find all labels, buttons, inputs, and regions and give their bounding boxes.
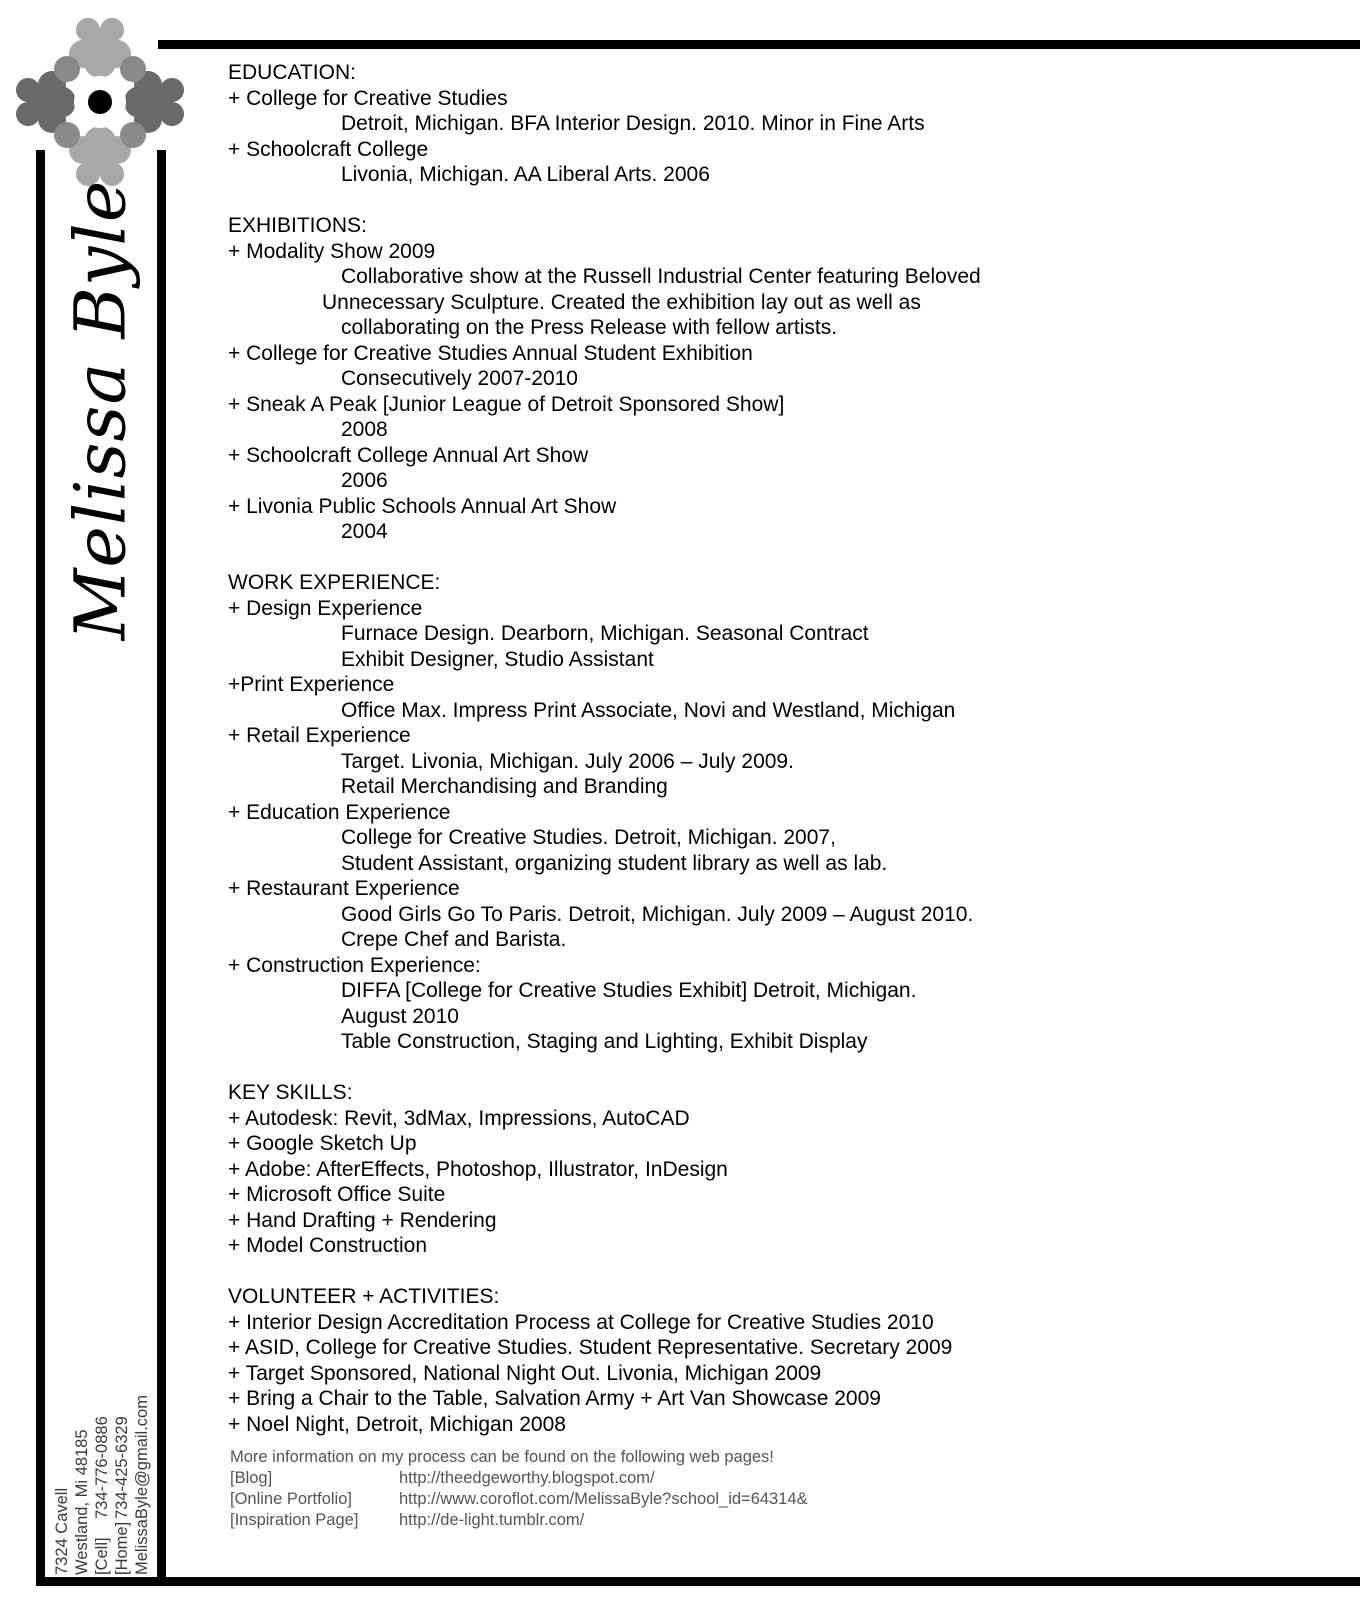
address-line-2: Westland, Mi 48185 (73, 1429, 91, 1575)
footer-link-label: [Inspiration Page] (230, 1511, 359, 1529)
work-item-detail: Good Girls Go To Paris. Detroit, Michigan. July 2009 – August 2010. (341, 902, 974, 926)
work-item-detail: Target. Livonia, Michigan. July 2006 – July 2009. (341, 749, 794, 773)
section-spacer (228, 545, 1338, 571)
home-label: [Home] (113, 1521, 131, 1575)
cell-phone-row (92, 1395, 112, 1575)
frame-bottom-border (36, 1577, 1360, 1586)
work-item-title: + Construction Experience: (228, 953, 481, 977)
flower-ornament-icon (14, 18, 190, 194)
person-name: Melissa Byle (59, 179, 142, 641)
work-item-detail: Furnace Design. Dearborn, Michigan. Seasonal Contract (341, 622, 869, 645)
skill-item: + Google Sketch Up (228, 1132, 417, 1155)
home-phone-row (112, 1395, 132, 1575)
education-heading: EDUCATION: (228, 61, 356, 84)
work-item-title: +Print Experience (228, 673, 395, 696)
exhibition-item-title: + Schoolcraft College Annual Art Show (228, 443, 589, 467)
exhibition-item-detail: Collaborative show at the Russell Industrial Center featuring Beloved (341, 265, 981, 288)
education-item-detail: Livonia, Michigan. AA Liberal Arts. 2006 (341, 163, 710, 186)
work-item-title: + Education Experience (228, 800, 451, 824)
exhibition-item-title: + Modality Show 2009 (228, 239, 436, 263)
footer-link-row (230, 1489, 808, 1510)
exhibition-item-title: + Sneak A Peak [Junior League of Detroit Sponsored Show] (228, 392, 785, 416)
volunteer-item: + Bring a Chair to the Table, Salvation Army + Art Van Showcase 2009 (228, 1387, 881, 1410)
cell-label: [Cell] (93, 1537, 111, 1575)
work-item-detail: Exhibit Designer, Studio Assistant (341, 647, 654, 671)
work-heading: WORK EXPERIENCE: (228, 571, 441, 594)
exhibition-item-title: + College for Creative Studies Annual Student Exhibition (228, 341, 753, 365)
skill-item: + Model Construction (228, 1234, 428, 1257)
section-spacer (228, 1259, 1338, 1285)
exhibitions-heading: EXHIBITIONS: (228, 214, 367, 237)
footer-intro: More information on my process can be found on the following web pages! (230, 1448, 774, 1466)
exhibition-item-detail: 2008 (341, 418, 388, 441)
education-item-detail: Detroit, Michigan. BFA Interior Design. 2010. Minor in Fine Arts (341, 112, 925, 135)
address-line-1: 7324 Cavell (53, 1487, 71, 1575)
work-item-detail: Crepe Chef and Barista. (341, 928, 567, 951)
portfolio-link[interactable]: http://www.coroflot.com/MelissaByle?school_id=64314& (399, 1490, 808, 1508)
work-item-detail: Student Assistant, organizing student library as well as lab. (341, 851, 888, 875)
education-item-title: + College for Creative Studies (228, 86, 508, 110)
skill-item: + Adobe: AfterEffects, Photoshop, Illustrator, InDesign (228, 1157, 728, 1181)
work-item-title: + Design Experience (228, 596, 423, 620)
skills-heading: KEY SKILLS: (228, 1081, 353, 1104)
exhibition-item-title: + Livonia Public Schools Annual Art Show (228, 494, 617, 518)
volunteer-item: + Noel Night, Detroit, Michigan 2008 (228, 1412, 566, 1436)
work-item-detail: Retail Merchandising and Branding (341, 775, 668, 798)
work-item-title: + Restaurant Experience (228, 877, 460, 900)
work-item-detail: Table Construction, Staging and Lighting, Exhibit Display (341, 1030, 868, 1053)
footer-link-row (230, 1510, 808, 1531)
volunteer-heading: VOLUNTEER + ACTIVITIES: (228, 1285, 500, 1308)
blog-link[interactable]: http://theedgeworthy.blogspot.com/ (399, 1469, 655, 1487)
work-item-title: + Retail Experience (228, 724, 411, 747)
home-phone: 734-425-6329 (113, 1416, 131, 1519)
exhibition-item-detail: collaborating on the Press Release with fellow artists. (341, 316, 838, 339)
exhibition-item-detail: 2004 (341, 520, 388, 543)
work-item-detail: College for Creative Studies. Detroit, Michigan. 2007, (341, 826, 836, 849)
section-spacer (228, 188, 1338, 214)
exhibition-item-detail: Unnecessary Sculpture. Created the exhibition lay out as well as (322, 290, 921, 314)
work-item-detail: DIFFA [College for Creative Studies Exhibit] Detroit, Michigan. (341, 979, 917, 1002)
footer-link-label: [Online Portfolio] (230, 1490, 352, 1508)
work-item-detail: August 2010 (341, 1004, 459, 1028)
skill-item: + Autodesk: Revit, 3dMax, Impressions, AutoCAD (228, 1106, 690, 1130)
name-block (35, 179, 165, 641)
web-links-footer (230, 1447, 808, 1531)
footer-link-row (230, 1468, 808, 1489)
cell-phone: 734-776-0886 (93, 1416, 111, 1519)
resume-content (228, 60, 1338, 1437)
volunteer-item: + Interior Design Accreditation Process at College for Creative Studies 2010 (228, 1310, 934, 1334)
skill-item: + Hand Drafting + Rendering (228, 1208, 497, 1232)
email-link[interactable]: MelissaByle@gmail.com (133, 1395, 151, 1575)
work-item-detail: Office Max. Impress Print Associate, Novi and Westland, Michigan (341, 698, 956, 722)
exhibition-item-detail: 2006 (341, 469, 388, 492)
exhibition-item-detail: Consecutively 2007-2010 (341, 367, 578, 390)
section-spacer (228, 1055, 1338, 1081)
inspiration-link[interactable]: http://de-light.tumblr.com/ (399, 1511, 585, 1529)
volunteer-item: + ASID, College for Creative Studies. Student Representative. Secretary 2009 (228, 1336, 953, 1359)
contact-info (52, 1395, 152, 1575)
volunteer-item: + Target Sponsored, National Night Out. Livonia, Michigan 2009 (228, 1361, 822, 1385)
frame-top-border (158, 40, 1360, 49)
footer-link-label: [Blog] (230, 1469, 273, 1487)
skill-item: + Microsoft Office Suite (228, 1183, 446, 1206)
education-item-title: + Schoolcraft College (228, 137, 429, 161)
